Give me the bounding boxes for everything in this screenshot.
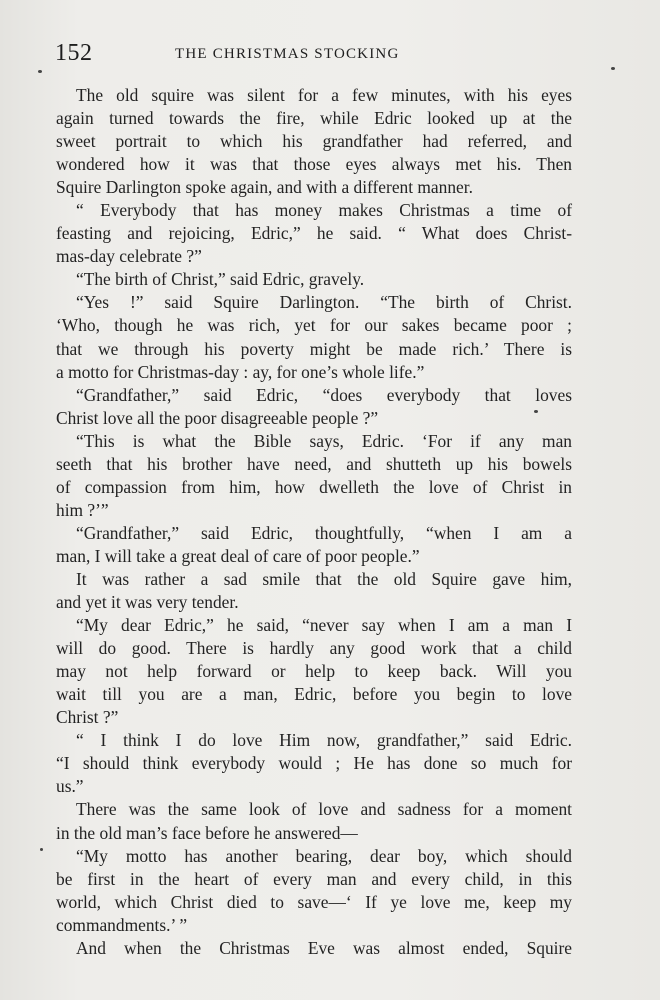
text-line: him ?’”: [56, 499, 109, 520]
text-line: “Grandfather,” said Edric, thoughtfully, “when I am a: [76, 522, 572, 543]
page-number: 152: [55, 40, 93, 66]
text-line: us.”: [56, 776, 84, 797]
text-line: seeth that his brother have need, and shutteth up his bowels: [56, 453, 572, 474]
text-line: “ I think I do love Him now, grandfather,” said Edric.: [76, 730, 572, 751]
text-line: may not help forward or help to keep back. Will you: [56, 661, 572, 682]
print-speck: [40, 848, 43, 851]
print-speck: [38, 70, 42, 73]
text-line: again turned towards the fire, while Edric looked up at the: [56, 108, 572, 129]
text-line: wondered how it was that those eyes always met his. Then: [56, 154, 572, 175]
text-line: There was the same look of love and sadness for a moment: [76, 799, 572, 820]
text-line: “This is what the Bible says, Edric. ‘For if any man: [76, 430, 572, 451]
text-line: man, I will take a great deal of care of poor people.”: [56, 545, 420, 566]
print-speck: [611, 67, 615, 70]
text-line: mas-day celebrate ?”: [56, 246, 202, 267]
text-line: world, which Christ died to save—‘ If ye love me, keep my: [56, 891, 572, 912]
text-line: and yet it was very tender.: [56, 592, 239, 613]
text-line: that we through his poverty might be made rich.’ There is: [56, 338, 572, 359]
text-line: “Grandfather,” said Edric, “does everybody that loves: [76, 384, 572, 405]
text-line: “My motto has another bearing, dear boy, which should: [76, 845, 572, 866]
text-line: of compassion from him, how dwelleth the love of Christ in: [56, 476, 572, 497]
text-line: in the old man’s face before he answered—: [56, 822, 358, 843]
text-line: Squire Darlington spoke again, and with a different manner.: [56, 177, 473, 198]
text-line: “Yes !” said Squire Darlington. “The birth of Christ.: [76, 292, 572, 313]
text-line: commandments.’ ”: [56, 914, 188, 935]
text-line: The old squire was silent for a few minutes, with his eyes: [76, 85, 572, 105]
text-line: be first in the heart of every man and every child, in this: [56, 868, 572, 889]
body-text: [56, 84, 572, 960]
page-header: [55, 40, 585, 72]
text-line: “I should think everybody would ; He has done so much for: [56, 753, 572, 774]
text-line: a motto for Christmas-day : ay, for one’s whole life.”: [56, 361, 425, 382]
text-line: wait till you are a man, Edric, before you begin to love: [56, 684, 572, 705]
text-line: Christ ?”: [56, 707, 119, 728]
text-line: ‘Who, though he was rich, yet for our sakes became poor ;: [56, 315, 572, 336]
text-line: And when the Christmas Eve was almost ended, Squire: [76, 937, 572, 958]
text-line: “The birth of Christ,” said Edric, gravely.: [76, 269, 365, 290]
text-line: feasting and rejoicing, Edric,” he said. “ What does Christ-: [56, 223, 572, 244]
text-line: “My dear Edric,” he said, “never say when I am a man I: [76, 615, 572, 636]
text-line: will do good. There is hardly any good work that a child: [56, 638, 572, 659]
text-line: It was rather a sad smile that the old Squire gave him,: [76, 568, 572, 589]
running-head: THE CHRISTMAS STOCKING: [175, 46, 400, 62]
text-line: sweet portrait to which his grandfather had referred, and: [56, 131, 572, 152]
text-line: “ Everybody that has money makes Christmas a time of: [76, 200, 572, 221]
text-line: Christ love all the poor disagreeable people ?”: [56, 407, 379, 428]
print-speck: [534, 410, 538, 413]
